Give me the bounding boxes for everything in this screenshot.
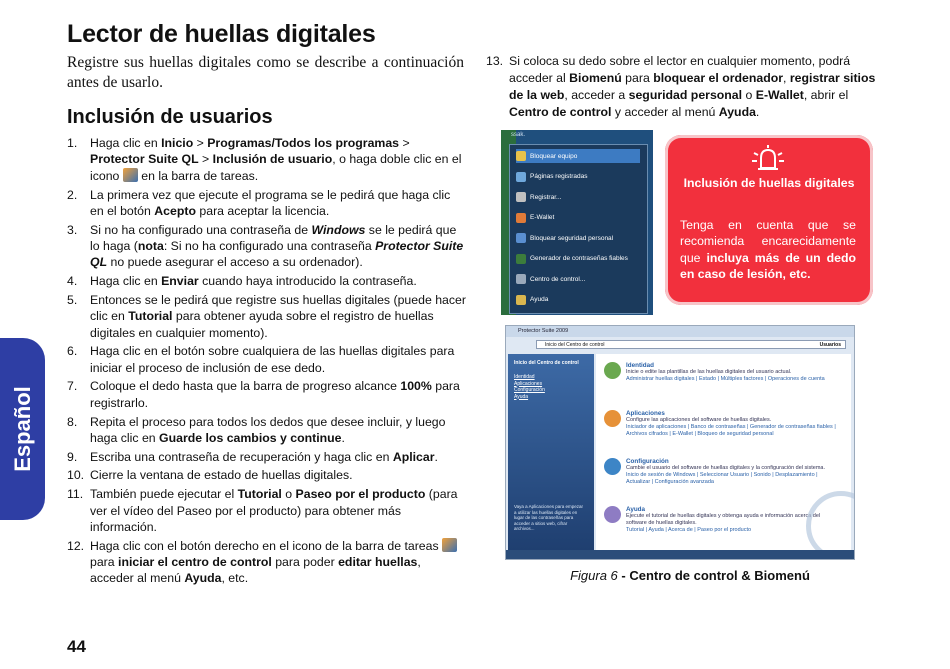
biomenu-item-label: E-Wallet <box>530 214 555 221</box>
caption-label: Figura 6 <box>570 568 618 583</box>
biomenu-item-label: Páginas registradas <box>530 173 588 180</box>
biomenu-item-icon <box>516 233 526 243</box>
step-item <box>67 378 467 411</box>
section-title[interactable]: Ayuda <box>626 506 646 513</box>
step-text: editar huellas <box>338 555 418 570</box>
section-links[interactable]: Iniciador de aplicaciones | Banco de contraseñas | Generador de contraseñas fiables | Archivos cifrados | E-Wallet | Bloqueo de seguridad personal <box>626 424 836 437</box>
step-text: Centro de control <box>509 105 612 119</box>
biomenu <box>509 144 648 314</box>
step-text: Ayuda <box>718 105 756 119</box>
step-text: Inclusión de usuario <box>212 152 333 167</box>
biomenu-item-label: Bloquear equipo <box>530 152 578 160</box>
language-tab-label: Español <box>10 386 36 472</box>
step-text: iniciar el centro de control <box>118 555 272 570</box>
sidebar-title: Inicio del Centro de control <box>514 360 579 366</box>
note-title: Inclusión de huellas digitales <box>683 176 855 190</box>
step-text: para poder <box>271 555 339 570</box>
language-tab <box>0 338 45 520</box>
step-text: , acceder al menú <box>90 555 421 586</box>
step-text: : Si no ha configurado una contraseña <box>163 239 376 254</box>
note-box <box>665 135 873 305</box>
page-number: 44 <box>67 637 86 656</box>
step-number: 12. <box>67 538 85 553</box>
step-text: Aplicar <box>392 449 435 464</box>
step-text: . <box>755 105 760 119</box>
step-item <box>67 135 467 184</box>
step-text: cuando haya introducido la contraseña. <box>198 274 417 289</box>
step-text: seguridad personal <box>628 88 743 102</box>
step-text: , etc. <box>221 571 249 586</box>
biomenu-item[interactable] <box>516 293 640 307</box>
caption-text: - Centro de control & Biomenú <box>617 568 810 583</box>
section-links[interactable]: Tutorial | Ayuda | Acerca de | Paseo por el producto <box>626 527 752 533</box>
address-bar <box>536 340 846 349</box>
step-text: Haga clic en <box>90 274 162 289</box>
biomenu-item-icon <box>516 295 526 305</box>
biomenu-item-icon <box>516 151 526 161</box>
step-text: La primera vez que ejecute el programa se le pedirá que haga clic en el botón <box>90 187 451 218</box>
section-description: Cambie el usuario del software de huellas digitales y la configuración del sistema. <box>626 465 826 471</box>
step-text: Entonces se le pedirá que registre sus huellas digitales (puede hacer clic en <box>90 292 466 324</box>
step-text: para obtener ayuda sobre el registro de huellas digitales en cualquier momento). <box>90 309 434 340</box>
step-text: E-Wallet <box>755 88 804 102</box>
step-text: se le pedirá que lo haga ( <box>90 222 457 254</box>
step-item <box>67 467 467 483</box>
step-text: registrar sitios de la web <box>509 71 876 102</box>
step-item <box>67 273 467 289</box>
biomenu-item-label: Centro de control... <box>530 275 586 283</box>
step-text: . <box>434 449 438 464</box>
sidebar-link[interactable]: Identidad <box>514 374 535 380</box>
steps-list <box>67 135 467 589</box>
biomenu-item[interactable] <box>516 190 640 204</box>
biomenu-item-label: Ayuda <box>530 296 549 303</box>
biomenu-item-label: Bloquear seguridad personal <box>530 234 614 242</box>
section-description: Configure las aplicaciones del software de huellas digitales. <box>626 417 772 423</box>
step-text: , abrir el <box>803 88 849 102</box>
step-item <box>67 222 467 271</box>
step-text: o <box>281 487 296 502</box>
figure-caption <box>510 568 870 583</box>
sidebar-note: Vaya a Aplicaciones para empezar a utilizar las huellas digitales en lugar de las contraseñas para acceder a sitios web, cifrar archivos... <box>514 504 583 531</box>
step-text: 100% <box>400 379 432 394</box>
step-number: 13. <box>486 54 504 68</box>
section-title[interactable]: Identidad <box>626 362 654 369</box>
step-text: bloquear el ordenador <box>653 71 784 85</box>
step-item <box>67 486 467 535</box>
step-text: (para ver el vídeo del Paseo por el producto) para obtener más información. <box>90 487 458 534</box>
step-number: 1. <box>67 136 78 150</box>
biomenu-item[interactable] <box>516 149 640 163</box>
window-title: Protector Suite 2009 <box>506 326 854 337</box>
step-text: en la barra de tareas. <box>137 168 259 183</box>
biomenu-screenshot <box>501 130 653 315</box>
step-text: Escriba una contraseña de recuperación y haga clic en <box>90 449 393 464</box>
step-number: 11. <box>67 487 84 502</box>
step-text: También puede ejecutar el <box>90 487 238 502</box>
step-number: 6. <box>67 344 78 359</box>
section-title: Inclusión de usuarios <box>67 106 273 128</box>
biomenu-item-icon <box>516 254 526 264</box>
step-text: no puede asegurar el acceso a su ordenador). <box>107 255 363 270</box>
step-text: , <box>783 71 790 85</box>
biomenu-item-label: Generador de contraseñas fiables <box>530 255 628 262</box>
step-text: Repita el proceso para todos los dedos que desee incluir, y luego haga clic en <box>90 414 446 445</box>
step-text: > <box>198 152 213 167</box>
biomenu-item-icon <box>516 213 526 223</box>
step-text: Haga clic en el botón sobre cualquiera de las huellas digitales para iniciar el proceso de inclusión de ese dedo. <box>90 344 455 375</box>
note-body-bold: incluya más de un dedo en caso de lesión, etc. <box>680 250 856 282</box>
step-number: 3. <box>67 222 78 237</box>
biomenu-item[interactable] <box>516 252 640 266</box>
biomenu-item[interactable] <box>516 272 640 286</box>
step-text: para <box>90 555 119 570</box>
address-text: Inicio del Centro de control <box>545 342 605 348</box>
biomenu-item-icon <box>516 192 526 202</box>
step-text: nota <box>137 239 164 254</box>
alert-icon <box>749 145 787 171</box>
control-center-section <box>626 362 841 383</box>
step-number: 10. <box>67 468 85 483</box>
step-text: Programas/Todos los programas <box>207 136 400 150</box>
step-text: Acepto <box>154 203 196 218</box>
control-center-screenshot <box>505 325 855 560</box>
step-text: Guarde los cambios y continue <box>159 430 342 445</box>
control-center-sidebar <box>508 354 594 550</box>
taskbar <box>506 550 854 559</box>
step-text: o <box>742 88 756 102</box>
biomenu-title: ssak. <box>511 132 526 138</box>
section-links[interactable]: Inicio de sesión de Windows | Seleccionar Usuario | Sonido | Desplazamiento | Actualizar | Configuración avanzada <box>626 472 818 485</box>
sidebar-link[interactable]: Configuración <box>514 387 545 393</box>
step-13-text <box>509 53 878 121</box>
step-text: , acceder a <box>564 88 629 102</box>
section-icon <box>604 410 621 427</box>
section-icon <box>604 362 621 379</box>
control-center-section <box>626 458 841 486</box>
step-text: , o haga doble clic en el icono <box>90 152 462 183</box>
fingerprint-icon <box>442 538 457 552</box>
section-title[interactable]: Aplicaciones <box>626 410 665 417</box>
section-description: Inicie o edite las plantillas de las huellas digitales del usuario actual. <box>626 369 792 375</box>
step-text: Biomenú <box>569 71 622 85</box>
note-body-plain: Tenga en cuenta que se recomienda encarecidamente que <box>680 218 856 265</box>
step-text: Paseo por el producto <box>295 487 426 502</box>
step-item <box>67 538 467 587</box>
step-text: Si coloca su dedo sobre el lector en cualquier momento, podrá acceder al <box>509 54 851 85</box>
step-text: Haga clic en <box>90 136 162 150</box>
step-text: > <box>399 136 410 150</box>
biomenu-item[interactable] <box>516 211 640 225</box>
step-text: para aceptar la licencia. <box>195 203 330 218</box>
section-description: Ejecute el tutorial de huellas digitales y obtenga ayuda e información acerca del software de huellas digitales. <box>626 513 821 526</box>
sidebar-link[interactable]: Ayuda <box>514 393 529 400</box>
step-text: Inicio <box>161 136 194 150</box>
note-body <box>680 217 856 283</box>
step-item <box>67 449 467 465</box>
fingerprint-icon <box>123 168 138 182</box>
step-item <box>67 292 467 341</box>
step-number: 8. <box>67 414 78 429</box>
section-title[interactable]: Configuración <box>626 458 669 465</box>
step-text: y acceder al menú <box>611 105 719 119</box>
section-icon <box>604 458 621 475</box>
step-text: Windows <box>311 222 366 237</box>
section-icon <box>604 506 621 523</box>
step-item <box>67 414 467 447</box>
control-center-section <box>626 410 841 438</box>
biomenu-item-label: Registrar... <box>530 193 562 201</box>
step-text: Coloque el dedo hasta que la barra de progreso alcance <box>90 379 401 394</box>
intro-paragraph: Registre sus huellas digitales como se describe a continuación antes de usarlo. <box>67 54 464 91</box>
step-text: Tutorial <box>237 487 282 502</box>
step-number: 5. <box>67 292 78 307</box>
step-item <box>67 187 467 220</box>
step-text: Haga clic con el botón derecho en el icono de la barra de tareas <box>90 538 443 553</box>
step-number: 9. <box>67 449 78 464</box>
step-item <box>67 343 467 376</box>
sidebar-links <box>514 374 545 400</box>
step-text: para <box>621 71 654 85</box>
step-text: Ayuda <box>184 571 222 586</box>
biomenu-item[interactable] <box>516 170 640 184</box>
step-number: 4. <box>67 274 78 289</box>
step-number: 2. <box>67 187 78 202</box>
step-text: Tutorial <box>128 309 173 324</box>
search-label: Usuarios <box>819 342 841 348</box>
step-number: 7. <box>67 379 78 394</box>
sidebar-link[interactable]: Aplicaciones <box>514 380 543 387</box>
step-text: Si no ha configurado una contraseña de <box>90 222 312 237</box>
page-title: Lector de huellas digitales <box>67 20 376 48</box>
step-text: . <box>341 430 345 445</box>
step-text: > <box>193 136 208 150</box>
step-13 <box>486 53 878 121</box>
step-text: Protector Suite QL <box>90 239 464 270</box>
step-text: Enviar <box>161 274 199 289</box>
step-text: para registrarlo. <box>90 379 460 410</box>
biomenu-item-icon <box>516 274 526 284</box>
step-text: Cierre la ventana de estado de huellas digitales. <box>90 468 353 483</box>
step-text: Protector Suite QL <box>90 152 199 167</box>
biomenu-item[interactable] <box>516 231 640 245</box>
section-links[interactable]: Administrar huellas digitales | Estado | Múltiples factores | Operaciones de cuenta <box>626 376 825 382</box>
biomenu-item-icon <box>516 172 526 182</box>
